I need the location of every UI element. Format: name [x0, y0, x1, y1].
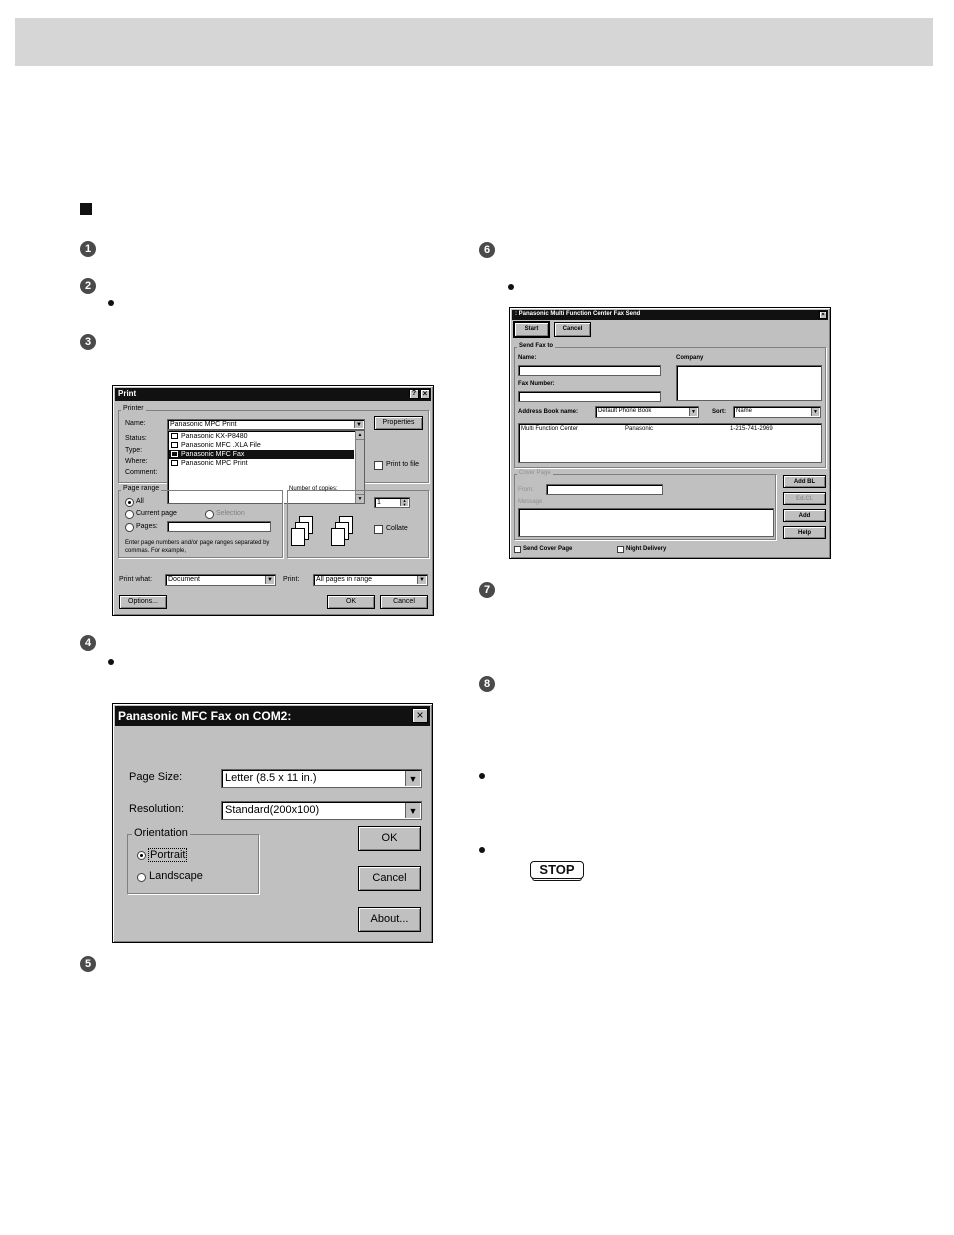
step-3-icon: 3 — [80, 334, 96, 350]
help-button[interactable]: Help — [783, 526, 826, 539]
properties-button[interactable]: Properties — [374, 416, 423, 430]
type-label: Type: — [125, 447, 143, 454]
comment-label: Comment: — [125, 469, 158, 476]
address-list[interactable] — [518, 423, 822, 463]
portrait-label: Portrait — [150, 849, 186, 861]
bullet-dot-icon — [108, 300, 114, 306]
portrait-radio[interactable] — [137, 851, 146, 860]
collate-checkbox[interactable] — [374, 525, 383, 534]
section-square-icon — [80, 203, 92, 215]
printer-option[interactable] — [169, 441, 354, 450]
night-delivery-checkbox[interactable] — [617, 546, 624, 553]
orientation-group-title: Orientation — [134, 827, 188, 839]
print-dialog — [112, 385, 434, 616]
copies-input[interactable] — [374, 497, 410, 508]
page-stack-icon — [291, 528, 305, 546]
orientation-group — [127, 834, 259, 894]
copies-label: Number of copies: — [289, 486, 338, 492]
resolution-select[interactable] — [221, 801, 422, 820]
scroll-up-icon[interactable]: ▲ — [357, 432, 363, 438]
name-input[interactable] — [518, 365, 661, 376]
print-what-label: Print what: — [119, 576, 153, 583]
cancel-button[interactable]: Cancel — [358, 866, 421, 891]
copies-value: 1 — [377, 499, 381, 506]
range-selection-label: Selection — [216, 510, 245, 517]
cancel-button[interactable]: Cancel — [554, 322, 591, 337]
fax-number-input[interactable] — [518, 391, 661, 402]
range-selection-radio[interactable] — [205, 510, 214, 519]
print-select[interactable] — [313, 574, 428, 586]
sort-value: Name — [736, 408, 753, 414]
message-input[interactable] — [518, 508, 774, 537]
ok-button[interactable]: OK — [327, 595, 375, 609]
step-6-icon: 6 — [479, 242, 495, 258]
send-cover-page-checkbox[interactable] — [514, 546, 521, 553]
close-button[interactable]: × — [412, 708, 428, 723]
printer-option[interactable] — [169, 432, 354, 441]
entry-fax[interactable]: 1-215-741-2969 — [730, 426, 773, 432]
fax-send-dialog — [509, 307, 831, 559]
about-button[interactable]: About... — [358, 907, 421, 932]
entry-name[interactable]: Multi Function Center — [521, 426, 579, 432]
step-8-icon: 8 — [479, 676, 495, 692]
fax-send-title: : Panasonic Multi Function Center Fax Send — [515, 311, 641, 317]
company-label: Company — [676, 355, 704, 361]
printer-option-selected[interactable] — [169, 450, 354, 459]
page-stack-icon — [331, 528, 345, 546]
collate-label: Collate — [386, 525, 408, 532]
ok-button[interactable]: OK — [358, 826, 421, 851]
send-cover-page-label: Send Cover Page — [523, 546, 573, 552]
step-5-icon: 5 — [80, 956, 96, 972]
printer-icon — [171, 451, 178, 457]
mfc-fax-dialog — [112, 703, 433, 943]
chevron-down-icon[interactable]: ▼ — [265, 576, 274, 584]
send-fax-to-title: Send Fax to — [519, 343, 554, 349]
sort-select[interactable] — [733, 406, 821, 418]
where-label: Where: — [125, 458, 148, 465]
mfc-fax-title: Panasonic MFC Fax on COM2: — [118, 709, 292, 723]
chevron-down-icon[interactable]: ▼ — [354, 421, 363, 428]
resolution-label: Resolution: — [129, 803, 185, 815]
address-book-value: Default Phone Book — [598, 408, 652, 414]
bullet-dot-icon — [108, 659, 114, 665]
close-button[interactable]: × — [420, 389, 430, 399]
printer-icon — [171, 460, 178, 466]
chevron-down-icon[interactable]: ▼ — [689, 408, 697, 416]
add-bl-button[interactable]: Add BL — [783, 475, 826, 488]
add-button[interactable]: Add — [783, 509, 826, 522]
print-what-value: Document — [168, 576, 200, 583]
printer-option-label: Panasonic MFC .XLA File — [181, 442, 261, 449]
close-button[interactable]: × — [819, 311, 827, 319]
printer-name-value: Panasonic MPC Print — [170, 421, 237, 428]
range-all-label: All — [136, 498, 144, 505]
page-size-select[interactable] — [221, 769, 422, 788]
name-label: Name: — [518, 355, 537, 361]
range-current-radio[interactable] — [125, 510, 134, 519]
edit-button[interactable]: Ed.Cl. — [783, 492, 826, 505]
header-bar — [15, 18, 933, 66]
name-label: Name: — [125, 420, 146, 427]
chevron-down-icon[interactable]: ▼ — [405, 803, 420, 818]
range-pages-radio[interactable] — [125, 523, 134, 532]
print-to-file-label: Print to file — [386, 461, 420, 468]
range-all-radio[interactable] — [125, 498, 134, 507]
print-value: All pages in range — [316, 576, 373, 583]
step-1-icon: 1 — [80, 241, 96, 257]
night-delivery-label: Night Delivery — [626, 546, 667, 552]
printer-icon — [171, 442, 178, 448]
step-7-icon: 7 — [479, 582, 495, 598]
bullet-dot-icon — [479, 773, 485, 779]
print-dialog-titlebar — [115, 388, 431, 401]
chevron-down-icon[interactable]: ▼ — [405, 771, 420, 786]
company-input[interactable] — [676, 365, 822, 401]
stop-key-icon: STOP — [530, 861, 584, 879]
print-label: Print: — [283, 576, 300, 583]
chevron-down-icon[interactable]: ▼ — [417, 576, 426, 584]
cover-page-title: Cover Page — [519, 470, 551, 476]
fax-number-label: Fax Number: — [518, 381, 555, 387]
page-size-label: Page Size: — [129, 771, 183, 783]
from-input[interactable] — [546, 484, 663, 495]
mfc-fax-titlebar — [115, 706, 430, 726]
cancel-button[interactable]: Cancel — [380, 595, 428, 609]
printer-group-title: Printer — [123, 405, 144, 412]
page-size-value: Letter (8.5 x 11 in.) — [225, 772, 317, 784]
page-range-group-title: Page range — [123, 485, 160, 492]
options-button[interactable]: Options... — [119, 595, 167, 609]
print-to-file-checkbox[interactable] — [374, 461, 383, 470]
range-current-label: Current page — [136, 510, 177, 517]
fax-send-titlebar — [512, 310, 828, 320]
range-pages-label: Pages: — [136, 523, 158, 530]
landscape-label: Landscape — [149, 870, 203, 882]
help-button[interactable]: ? — [409, 389, 419, 399]
status-label: Status: — [125, 435, 147, 442]
range-hint-text: Enter page numbers and/or page ranges separated by commas. For example, — [125, 540, 270, 554]
pages-input[interactable] — [167, 521, 271, 532]
address-book-select[interactable] — [595, 406, 699, 418]
printer-icon — [171, 433, 178, 439]
scroll-down-icon[interactable]: ▼ — [357, 496, 363, 502]
entry-company[interactable]: Panasonic — [625, 426, 654, 432]
address-book-label: Address Book name: — [518, 409, 579, 415]
start-button[interactable]: Start — [514, 322, 549, 337]
bullet-dot-icon — [479, 847, 485, 853]
bullet-dot-icon — [508, 284, 514, 290]
landscape-radio[interactable] — [137, 873, 146, 882]
resolution-value: Standard(200x100) — [225, 804, 320, 816]
step-4-icon: 4 — [80, 635, 96, 651]
from-label: From: — [518, 487, 534, 493]
printer-name-select[interactable] — [167, 419, 365, 430]
printer-option-label: Panasonic KX-P8480 — [181, 433, 248, 440]
printer-option[interactable] — [169, 459, 354, 468]
print-what-select[interactable] — [165, 574, 276, 586]
printer-option-label: Panasonic MPC Print — [181, 460, 248, 467]
step-2-icon: 2 — [80, 278, 96, 294]
spinner-icon[interactable]: ▲ ▼ — [400, 499, 408, 506]
sort-label: Sort: — [712, 409, 726, 415]
print-dialog-title: Print — [118, 389, 137, 398]
message-label: Message — [518, 499, 543, 505]
printer-option-label: Panasonic MFC Fax — [181, 451, 245, 458]
chevron-down-icon[interactable]: ▼ — [811, 408, 819, 416]
